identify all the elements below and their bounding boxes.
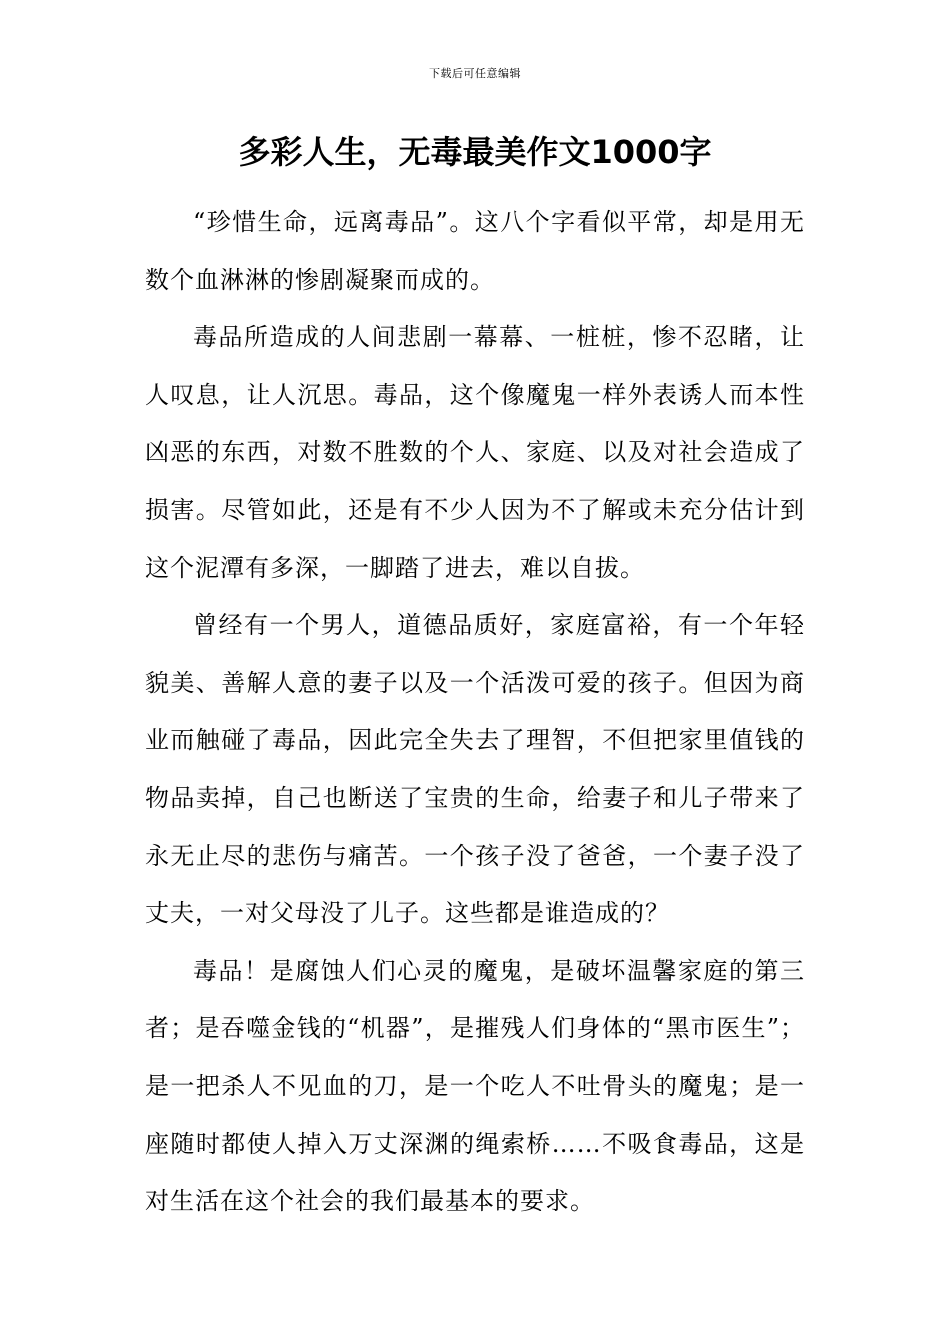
paragraph-1: “珍惜生命，远离毒品”。这八个字看似平常，却是用无数个血淋淋的惨剧凝聚而成的。 bbox=[145, 208, 805, 294]
paragraph-2: 毒品所造成的人间悲剧一幕幕、一桩桩，惨不忍睹，让人叹息，让人沉思。毒品，这个像魔鬼一样外表诱人而本性凶恶的东西，对数不胜数的个人、家庭、以及对社会造成了损害。尽管如此，还是有不少人因为不了解或未充分估计到这个泥潭有多深，一脚踏了进去，难以自拔。 bbox=[145, 323, 805, 582]
paragraph-4: 毒品！是腐蚀人们心灵的魔鬼，是破坏温馨家庭的第三者；是吞噬金钱的“机器”，是摧残人们身体的“黑市医生”；是一把杀人不见血的刀，是一个吃人不吐骨头的魔鬼；是一座随时都使人掉入万丈深渊的绳索桥……不吸食毒品，这是对生活在这个社会的我们最基本的要求。 bbox=[145, 956, 805, 1216]
header-note: 下载后可任意编辑 bbox=[429, 67, 521, 80]
document-body bbox=[145, 194, 805, 1231]
document-title: 多彩人生，无毒最美作文1000字 bbox=[238, 133, 712, 171]
paragraph-3: 曾经有一个男人，道德品质好，家庭富裕，有一个年轻貌美、善解人意的妻子以及一个活泼可爱的孩子。但因为商业而触碰了毒品，因此完全失去了理智，不但把家里值钱的物品卖掉，自己也断送了宝贵的生命，给妻子和儿子带来了永无止尽的悲伤与痛苦。一个孩子没了爸爸，一个妻子没了丈夫，一对父母没了儿子。这些都是谁造成的？ bbox=[145, 611, 805, 928]
